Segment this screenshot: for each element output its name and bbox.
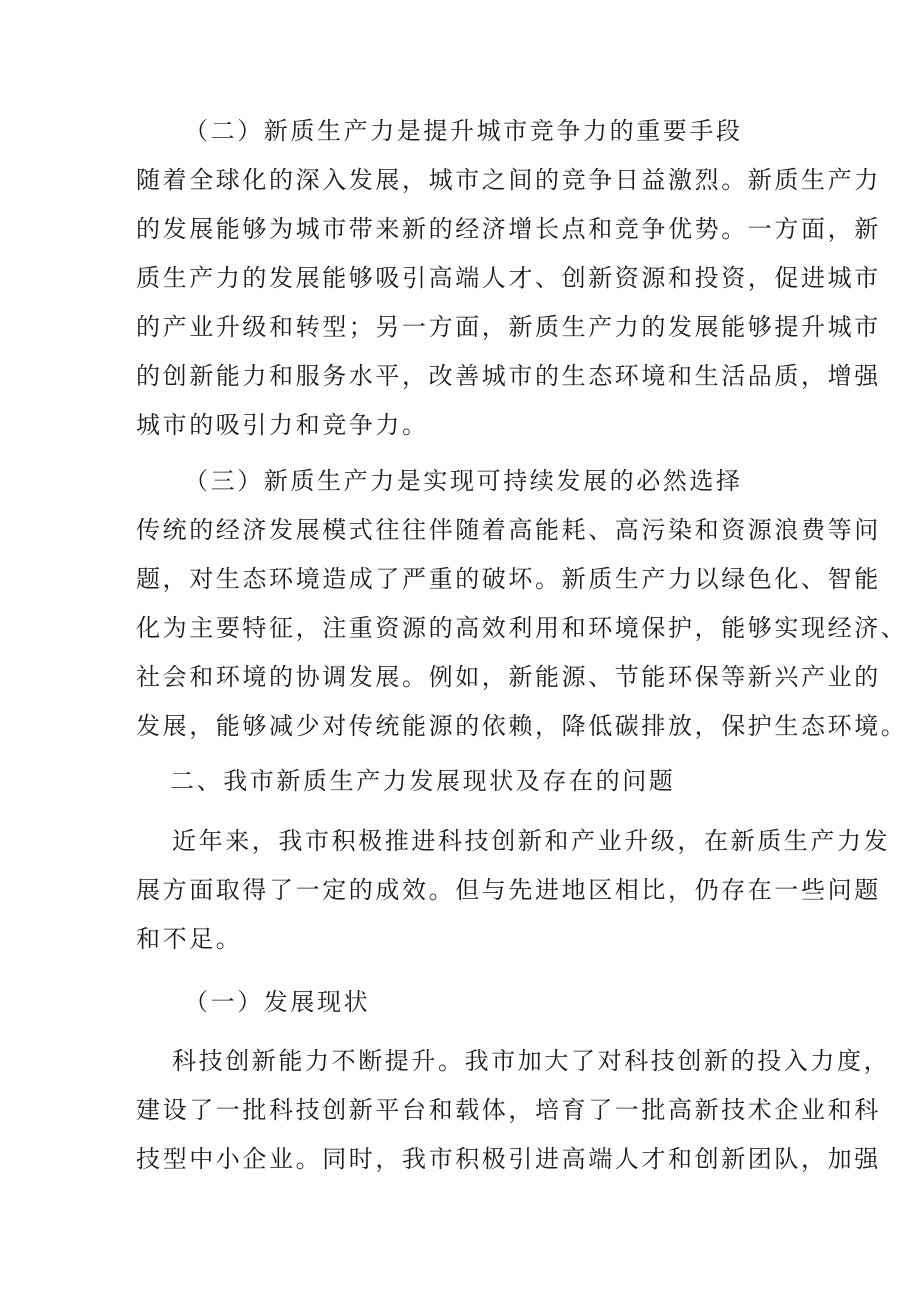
section-3-line-4: 社会和环境的协调发展。例如，新能源、节能环保等新兴产业的	[136, 663, 881, 691]
subsection-1-heading: （一）发展现状	[184, 988, 371, 1016]
section-2-line-5: 的创新能力和服务水平，改善城市的生态环境和生活品质，增强	[136, 362, 881, 390]
subsection-1-line-3: 技型中小企业。同时，我市积极引进高端人才和创新团队，加强	[136, 1145, 881, 1173]
section-3-line-5: 发展，能够减少对传统能源的依赖，降低碳排放，保护生态环境。	[136, 712, 908, 740]
section-2-line-3: 质生产力的发展能够吸引高端人才、创新资源和投资，促进城市	[136, 264, 881, 292]
subsection-1-line-1: 科技创新能力不断提升。我市加大了对科技创新的投入力度，	[172, 1047, 891, 1075]
part-2-intro-line-3: 和不足。	[136, 925, 243, 953]
section-2-line-1: 随着全球化的深入发展，城市之间的竞争日益激烈。新质生产力	[136, 166, 881, 194]
part-2-intro-line-2: 展方面取得了一定的成效。但与先进地区相比，仍存在一些问题	[136, 876, 881, 904]
section-2-line-6: 城市的吸引力和竞争力。	[136, 411, 429, 439]
part-2-intro-line-1: 近年来，我市积极推进科技创新和产业升级，在新质生产力发	[172, 827, 891, 855]
part-2-heading: 二、我市新质生产力发展现状及存在的问题	[170, 767, 676, 795]
section-2-heading: （二）新质生产力是提升城市竞争力的重要手段	[184, 117, 743, 145]
section-3-line-1: 传统的经济发展模式往往伴随着高能耗、高污染和资源浪费等问	[136, 516, 881, 544]
section-3-line-3: 化为主要特征，注重资源的高效利用和环境保护，能够实现经济、	[136, 614, 908, 642]
section-3-heading: （三）新质生产力是实现可持续发展的必然选择	[184, 467, 743, 495]
section-2-line-2: 的发展能够为城市带来新的经济增长点和竞争优势。一方面，新	[136, 215, 881, 243]
section-2-line-4: 的产业升级和转型；另一方面，新质生产力的发展能够提升城市	[136, 313, 881, 341]
subsection-1-line-2: 建设了一批科技创新平台和载体，培育了一批高新技术企业和科	[136, 1096, 881, 1124]
section-3-line-2: 题，对生态环境造成了严重的破坏。新质生产力以绿色化、智能	[136, 565, 881, 593]
